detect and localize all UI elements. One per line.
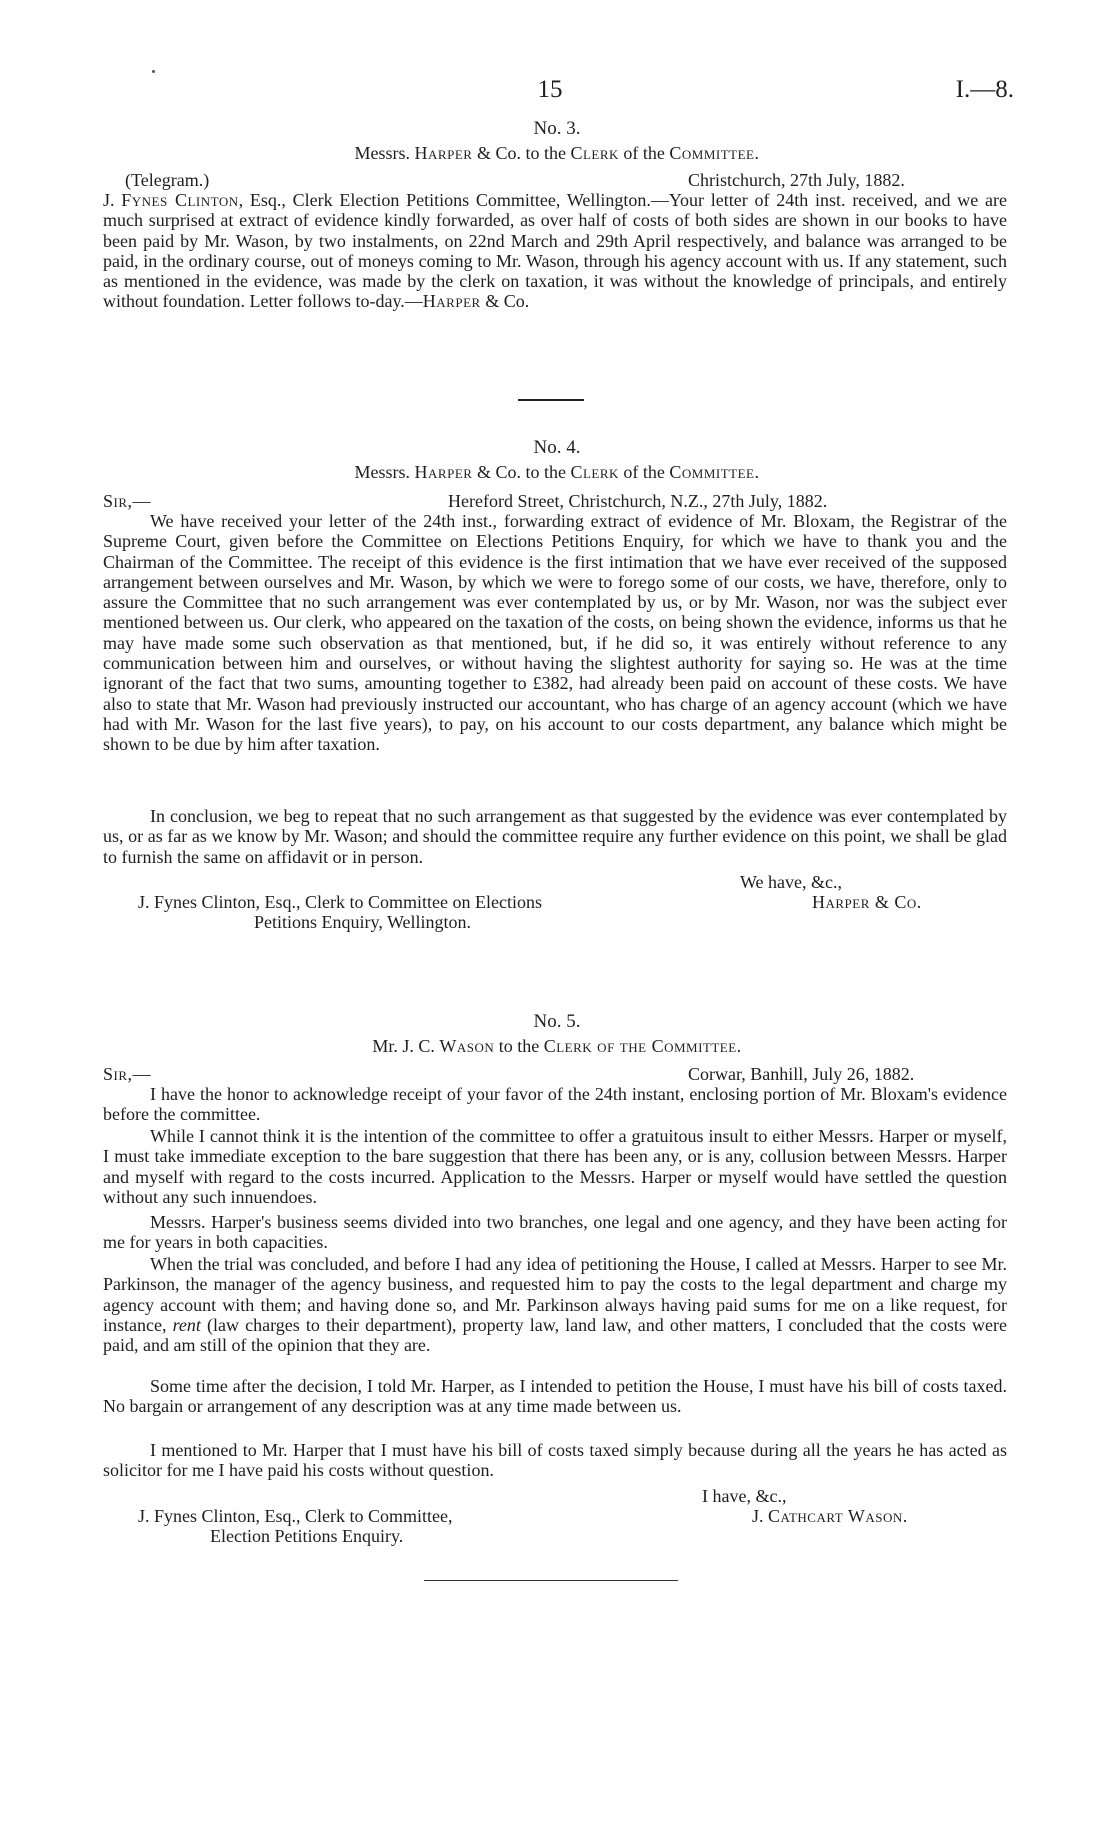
section-5-paragraph-2: While I cannot think it is the intention of the committee to offer a gratuitous insult to either Messrs. Harper or myself, I must take immediate exception to the bare suggestion that there has been any, or is any, collusion between Messrs. Harper and myself with regard to the costs incurred. Application to the Messrs. Harper or myself would have settled the question without any such innuendoes.	[103, 1126, 1007, 1207]
section-divider	[518, 399, 584, 401]
section-3-dateline: Christchurch, 27th July, 1882.	[688, 170, 905, 190]
section-5-paragraph-4: When the trial was concluded, and before I had any idea of petitioning the House, I called at Messrs. Harper to see Mr. Parkinson, the manager of the agency business, and requested him to pay the costs to the legal department and charge my agency account with them; and having done so, and Mr. Parkinson always having paid sums for me on a like request, for instance, rent (law charges to their department), property law, land law, and other matters, I concluded that the costs were paid, and am still of the opinion that they are.	[103, 1254, 1007, 1356]
section-5-paragraph-1: I have the honor to acknowledge receipt of your favor of the 24th instant, enclosing portion of Mr. Bloxam's evidence before the committee.	[103, 1084, 1007, 1125]
section-4-recipient-line-2: Petitions Enquiry, Wellington.	[254, 912, 472, 932]
closing-rule	[424, 1580, 678, 1581]
section-5-closing: I have, &c.,	[702, 1486, 787, 1506]
section-5-number: No. 5.	[533, 1011, 581, 1032]
section-5-dateline: Corwar, Banhill, July 26, 1882.	[688, 1064, 915, 1084]
telegram-label: (Telegram.)	[125, 170, 210, 190]
section-3-telegram-body: J. Fynes Clinton, Esq., Clerk Election Petitions Committee, Wellington.—Your letter of 24th inst. received, and we are much surprised at extract of evidence kindly forwarded, as over half of costs of both sides are shown in our books to have been paid by Mr. Wason, by two instalments, on 22nd March and 29th April respectively, and balance was arranged to be paid, in the ordinary course, out of moneys coming to Mr. Wason, through his agency account with us. If any statement, such as mentioned in the evidence, was made by the clerk on taxation, it was without the knowledge of principals, and entirely without foundation. Letter follows to-day.—Harper & Co.	[103, 190, 1007, 312]
section-3-number: No. 3.	[533, 118, 581, 139]
section-4-closing: We have, &c.,	[740, 872, 843, 892]
section-4-salutation: Sir,—	[103, 491, 152, 511]
section-5-recipient-line-2: Election Petitions Enquiry.	[210, 1526, 404, 1546]
section-5-paragraph-3: Messrs. Harper's business seems divided into two branches, one legal and one agency, and they have been acting for me for years in both capacities.	[103, 1212, 1007, 1253]
section-4-paragraph-2: In conclusion, we beg to repeat that no such arrangement as that suggested by the evidence was ever contemplated by us, or as far as we know by Mr. Wason; and should the committee require any further evidence on this point, we shall be glad to furnish the same on affidavit or in person.	[103, 806, 1007, 867]
section-5-paragraph-5: Some time after the decision, I told Mr. Harper, as I intended to petition the House, I must have his bill of costs taxed. No bargain or arrangement of any description was at any time made between us.	[103, 1376, 1007, 1417]
section-4-number: No. 4.	[533, 437, 581, 458]
section-5-salutation: Sir,—	[103, 1064, 152, 1084]
section-5-paragraph-6: I mentioned to Mr. Harper that I must have his bill of costs taxed simply because during all the years he has acted as solicitor for me I have paid his costs without question.	[103, 1440, 1007, 1481]
section-4-recipient-line-1: J. Fynes Clinton, Esq., Clerk to Committee on Elections	[138, 892, 542, 912]
scan-speck	[152, 70, 155, 73]
section-5-signature: J. Cathcart Wason.	[752, 1506, 908, 1526]
document-reference: I.—8.	[955, 76, 1014, 103]
section-5-title: Mr. J. C. Wason to the Clerk of the Committee.	[372, 1036, 742, 1056]
section-4-dateline: Hereford Street, Christchurch, N.Z., 27th July, 1882.	[448, 491, 828, 511]
section-3-title: Messrs. Harper & Co. to the Clerk of the Committee.	[354, 143, 760, 163]
section-4-paragraph-1: We have received your letter of the 24th inst., forwarding extract of evidence of Mr. Bloxam, the Registrar of the Supreme Court, given before the Committee on Elections Petitions Enquiry, for which we have to thank you and the Chairman of the Committee. The receipt of this evidence is the first intimation that we have ever received of the supposed arrangement between ourselves and Mr. Wason, by which we were to forego some of our costs, we have, therefore, only to assure the Committee that no such arrangement was ever contemplated by us, or by Mr. Wason, nor was the subject ever mentioned between us. Our clerk, who appeared on the taxation of the costs, on being shown the evidence, informs us that he may have made some such observation as that mentioned, but, if he did so, it was entirely without reference to any communication between him and ourselves, or without having the slightest authority for saying so. He was at the time ignorant of the fact that two sums, amounting together to £382, had already been paid on account of these costs. We have also to state that Mr. Wason had previously instructed our accountant, who has charge of an agency account (which we have had with Mr. Wason for the last five years), to pay, on his account to our costs department, any balance which might be shown to be due by him after taxation.	[103, 511, 1007, 755]
section-4-title: Messrs. Harper & Co. to the Clerk of the Committee.	[354, 462, 760, 482]
page-number: 15	[537, 76, 563, 103]
section-4-signature: Harper & Co.	[812, 892, 922, 912]
section-5-recipient-line-1: J. Fynes Clinton, Esq., Clerk to Committee,	[138, 1506, 453, 1526]
